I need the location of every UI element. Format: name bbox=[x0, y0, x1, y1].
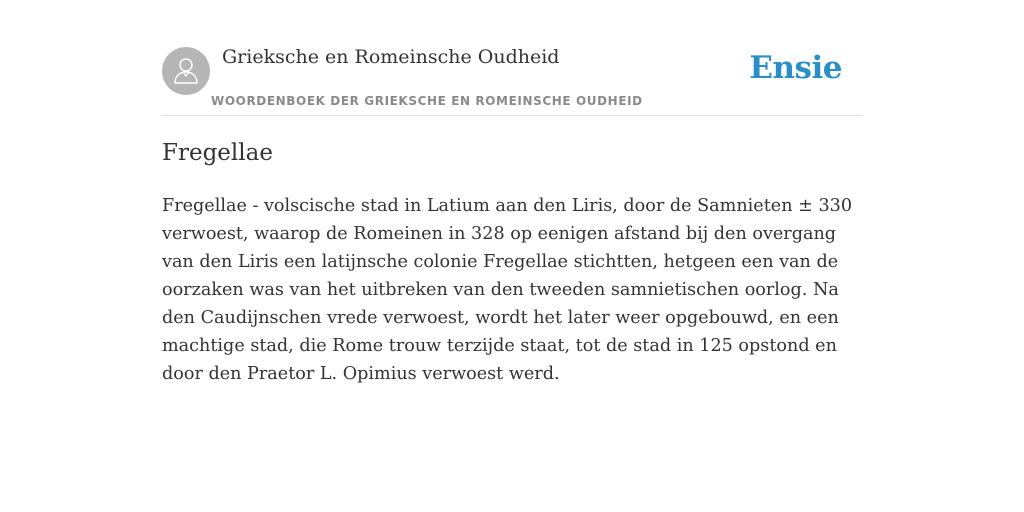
user-silhouette-icon bbox=[172, 56, 200, 86]
entry-title: Fregellae bbox=[162, 140, 273, 166]
page-container bbox=[162, 0, 862, 384]
entry-definition: Fregellae - volscische stad in Latium aan den Liris, door de Samnieten ± 330 verwoest, waarop de Romeinen in 328 op eenigen afstand bij den overgang van den Liris een latijnsche colonie Fregellae stichtten, hetgeen een van de oorzaken was van het uitbreken van den tweeden samnietischen oorlog. Na den Caudijnschen vrede verwoest, wordt het later weer opgebouwd, en een machtige stad, die Rome trouw terzijde staat, tot de stad in 125 opstond en door den Praetor L. Opimius verwoest werd. bbox=[162, 196, 853, 384]
avatar[interactable] bbox=[162, 47, 210, 95]
entry-header bbox=[162, 0, 862, 116]
author-link[interactable]: Grieksche en Romeinsche Oudheid bbox=[222, 46, 560, 68]
source-subtitle: WOORDENBOEK DER GRIEKSCHE EN ROMEINSCHE OUDHEID bbox=[211, 94, 643, 108]
ensie-logo-link[interactable]: Ensie bbox=[749, 50, 842, 86]
